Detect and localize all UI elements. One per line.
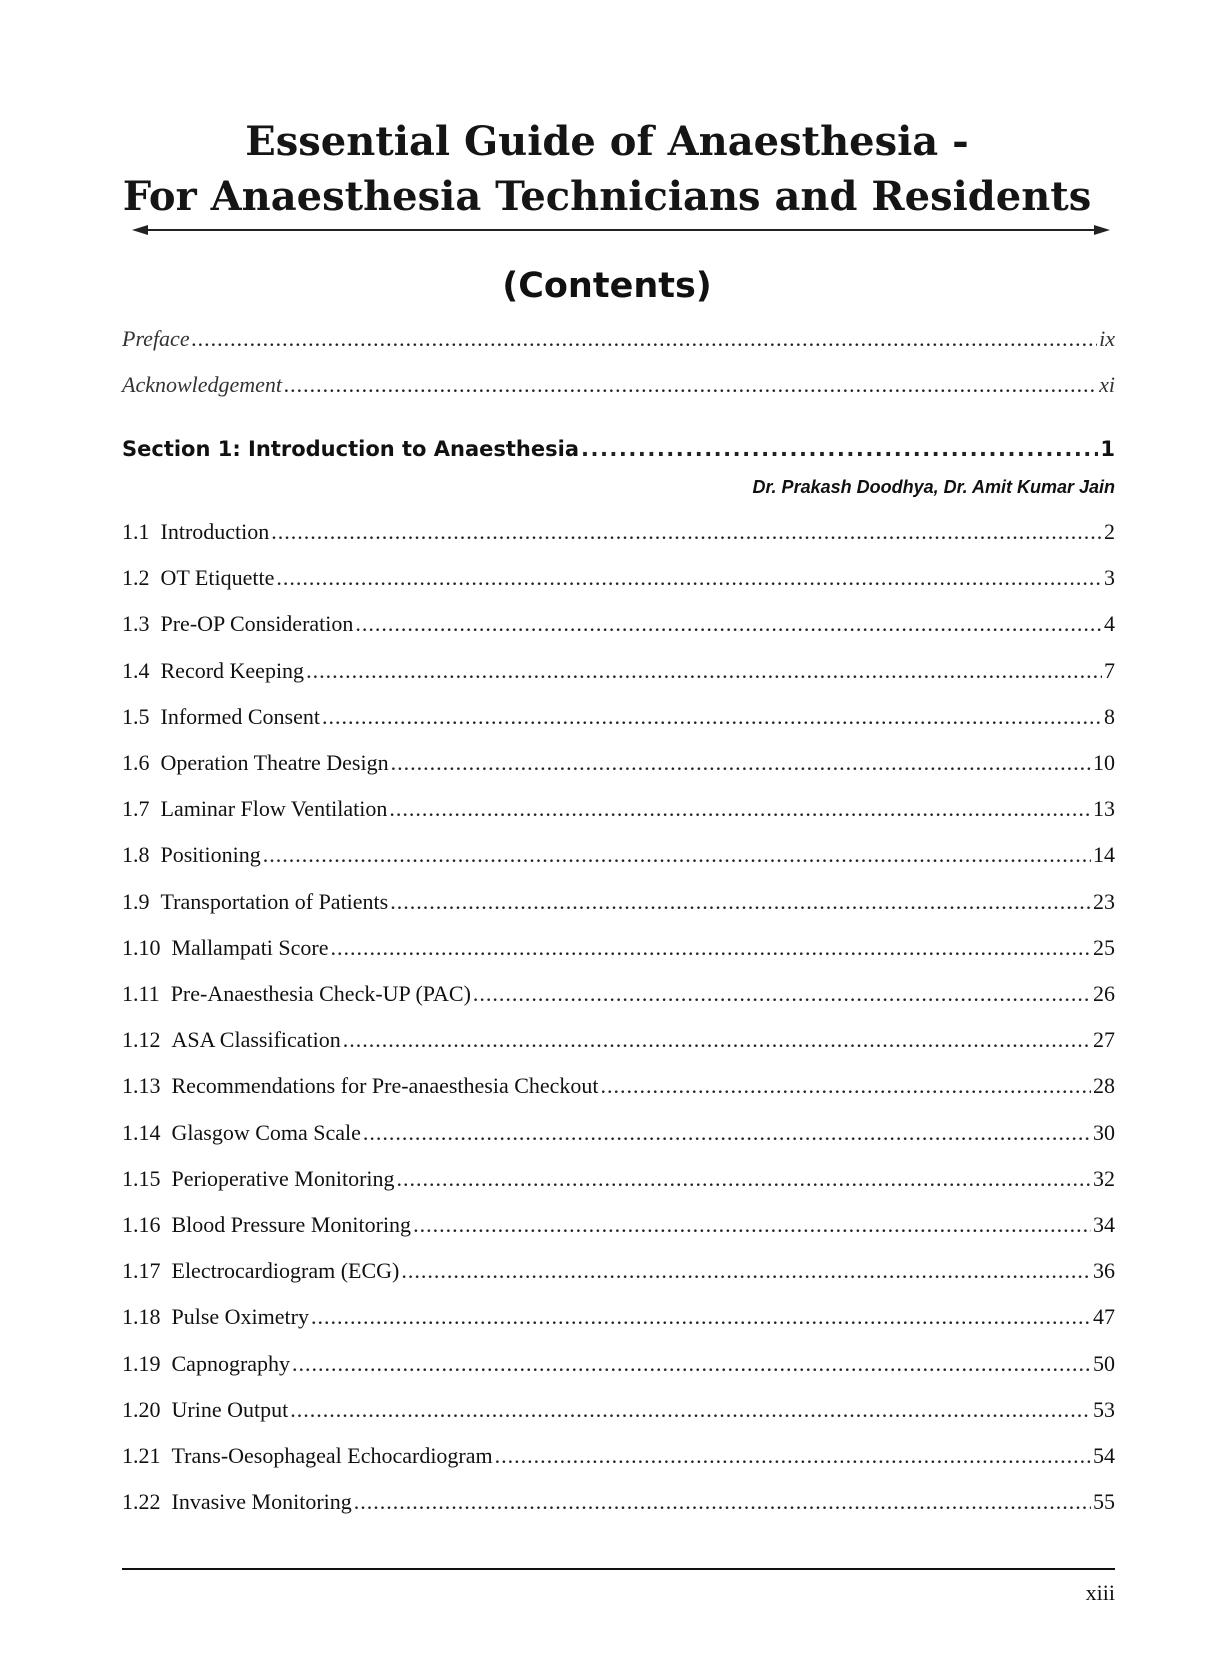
toc-title: Preface [122,326,190,351]
toc-title [122,748,389,778]
toc-row[interactable] [122,1487,1115,1517]
toc-entry-title: Transportation of Patients [160,889,389,914]
toc-page-number: 36 [1093,1258,1115,1283]
dot-leader [495,1441,1091,1471]
toc-number: 1.16 [122,1212,161,1237]
toc-entry-title: OT Etiquette [160,565,275,590]
dot-leader [292,1349,1091,1379]
toc-page-number: 10 [1093,750,1115,775]
page-folio: xiii [1085,1580,1115,1605]
dot-leader [391,748,1091,778]
toc-row[interactable] [122,609,1115,639]
toc-entry-title: Pulse Oximetry [171,1304,309,1329]
toc-number: 1.5 [122,704,150,729]
toc-number: 1.21 [122,1443,161,1468]
toc-page-number: 3 [1104,565,1115,590]
toc-title [122,1071,599,1101]
toc-entry-title: Operation Theatre Design [160,750,389,775]
toc-title [122,1349,290,1379]
book-title-line-2: For Anaesthesia Technicians and Residents [122,173,1092,220]
toc-entry-title: Perioperative Monitoring [171,1166,395,1191]
toc-row[interactable] [122,1164,1115,1194]
toc-row[interactable] [122,979,1115,1009]
section-title: Section 1: Introduction to Anaesthesia [122,437,579,461]
toc-entry-title: Laminar Flow Ventilation [160,796,388,821]
dot-leader [306,656,1102,686]
toc-entry-title: Capnography [171,1351,291,1376]
toc-number: 1.22 [122,1489,161,1514]
toc-page-number: 34 [1093,1212,1115,1237]
toc-title [122,794,387,824]
footer-rule [122,1568,1115,1570]
toc-number: 1.9 [122,889,150,914]
toc-row-acknowledgement[interactable] [122,370,1115,400]
toc-title [122,1487,352,1517]
book-title-line-1: Essential Guide of Anaesthesia - [245,118,969,165]
toc-row[interactable] [122,933,1115,963]
toc-number: 1.18 [122,1304,161,1329]
dot-leader [473,979,1091,1009]
toc-row[interactable] [122,1025,1115,1055]
toc-page-number: 2 [1104,519,1115,544]
toc-entry-title: Record Keeping [160,658,305,683]
dot-leader [413,1210,1091,1240]
dot-leader [271,517,1102,547]
toc-page-number: 30 [1093,1120,1115,1145]
toc-page-number: 28 [1093,1073,1115,1098]
dot-leader [354,1487,1091,1517]
toc-row-preface[interactable] [122,324,1115,354]
toc-title [122,840,261,870]
toc-page-number: 14 [1093,842,1115,867]
toc-row[interactable] [122,517,1115,547]
toc-number: 1.14 [122,1120,161,1145]
toc-number: 1.17 [122,1258,161,1283]
toc-row[interactable] [122,794,1115,824]
toc-title [122,1025,341,1055]
toc-title: Acknowledgement [122,372,283,397]
toc-page-number: 25 [1093,935,1115,960]
toc-title [122,1118,361,1148]
section-authors: Dr. Prakash Doodhya, Dr. Amit Kumar Jain [752,477,1115,497]
toc-row[interactable] [122,1256,1115,1286]
toc-title [122,1256,399,1286]
toc-page-number: 27 [1093,1027,1115,1052]
double-arrow-rule [132,222,1110,238]
toc-page-number: 47 [1093,1304,1115,1329]
toc-number: 1.2 [122,565,150,590]
dot-leader [581,434,1098,464]
toc-number: 1.19 [122,1351,161,1376]
toc-entry-title: Glasgow Coma Scale [171,1120,361,1145]
toc-row[interactable] [122,887,1115,917]
toc-number: 1.6 [122,750,150,775]
toc-number: 1.12 [122,1027,161,1052]
toc-page-number: xi [1099,372,1115,397]
toc-entry-title: Invasive Monitoring [171,1489,352,1514]
toc-row[interactable] [122,748,1115,778]
dot-leader [192,324,1098,354]
dot-leader [355,609,1102,639]
dot-leader [390,887,1091,917]
toc-entry-title: Informed Consent [160,704,320,729]
dot-leader [331,933,1091,963]
toc-number: 1.4 [122,658,150,683]
toc-page-number: 26 [1093,981,1115,1006]
dot-leader [397,1164,1091,1194]
dot-leader [401,1256,1091,1286]
toc-number: 1.8 [122,842,150,867]
toc-number: 1.11 [122,981,160,1006]
toc-row[interactable] [122,702,1115,732]
toc-number: 1.1 [122,519,150,544]
toc-number: 1.20 [122,1397,161,1422]
toc-page-number: 32 [1093,1166,1115,1191]
toc-page-number: 55 [1093,1489,1115,1514]
toc-row[interactable] [122,1441,1115,1471]
toc-entry-title: Introduction [160,519,270,544]
toc-title [122,979,471,1009]
toc-title [122,1164,395,1194]
toc-title [122,702,320,732]
toc-entry-title: Blood Pressure Monitoring [171,1212,412,1237]
toc-page-number: 23 [1093,889,1115,914]
toc-entry-title: Pre-OP Consideration [160,611,354,636]
dot-leader [290,1395,1091,1425]
dot-leader [363,1118,1091,1148]
toc-title [122,1441,493,1471]
toc-title [122,887,388,917]
toc-page-number: 54 [1093,1443,1115,1468]
toc-entry-title: Pre-Anaesthesia Check-UP (PAC) [170,981,471,1006]
toc-title [122,517,269,547]
toc-row[interactable] [122,1071,1115,1101]
dot-leader [322,702,1102,732]
toc-entry-title: Recommendations for Pre-anaesthesia Checkout [171,1073,599,1098]
toc-page-number: ix [1099,326,1115,351]
dot-leader [343,1025,1091,1055]
toc-title [122,933,329,963]
toc-row[interactable] [122,1349,1115,1379]
toc-page-number: 50 [1093,1351,1115,1376]
toc-row[interactable] [122,840,1115,870]
toc-row[interactable] [122,1210,1115,1240]
toc-page-number: 53 [1093,1397,1115,1422]
dot-leader [389,794,1091,824]
toc-title [122,1210,411,1240]
toc-row[interactable] [122,1118,1115,1148]
toc-row[interactable] [122,1302,1115,1332]
toc-number: 1.13 [122,1073,161,1098]
toc-entry-title: Mallampati Score [171,935,329,960]
toc-page-number: 4 [1104,611,1115,636]
toc-page-number: 13 [1093,796,1115,821]
toc-page-number: 7 [1104,658,1115,683]
dot-leader [276,563,1102,593]
dot-leader [311,1302,1091,1332]
toc-title [122,1302,309,1332]
toc-page-number: 8 [1104,704,1115,729]
toc-title [122,1395,288,1425]
dot-leader [284,370,1097,400]
toc-title [122,656,304,686]
section-page-number: 1 [1100,437,1115,461]
toc-title [122,563,274,593]
toc-entry-title: Trans-Oesophageal Echocardiogram [171,1443,493,1468]
toc-row-section-1[interactable] [122,434,1115,464]
toc-number: 1.15 [122,1166,161,1191]
toc-entry-title: Positioning [160,842,261,867]
toc-number: 1.10 [122,935,161,960]
toc-title [122,609,353,639]
contents-heading: (Contents) [502,266,712,306]
toc-row[interactable] [122,656,1115,686]
toc-number: 1.3 [122,611,150,636]
dot-leader [263,840,1091,870]
toc-row[interactable] [122,563,1115,593]
toc-row[interactable] [122,1395,1115,1425]
dot-leader [601,1071,1091,1101]
toc-entry-title: ASA Classification [171,1027,341,1052]
toc-entry-title: Electrocardiogram (ECG) [171,1258,400,1283]
toc-number: 1.7 [122,796,150,821]
toc-entry-title: Urine Output [171,1397,289,1422]
